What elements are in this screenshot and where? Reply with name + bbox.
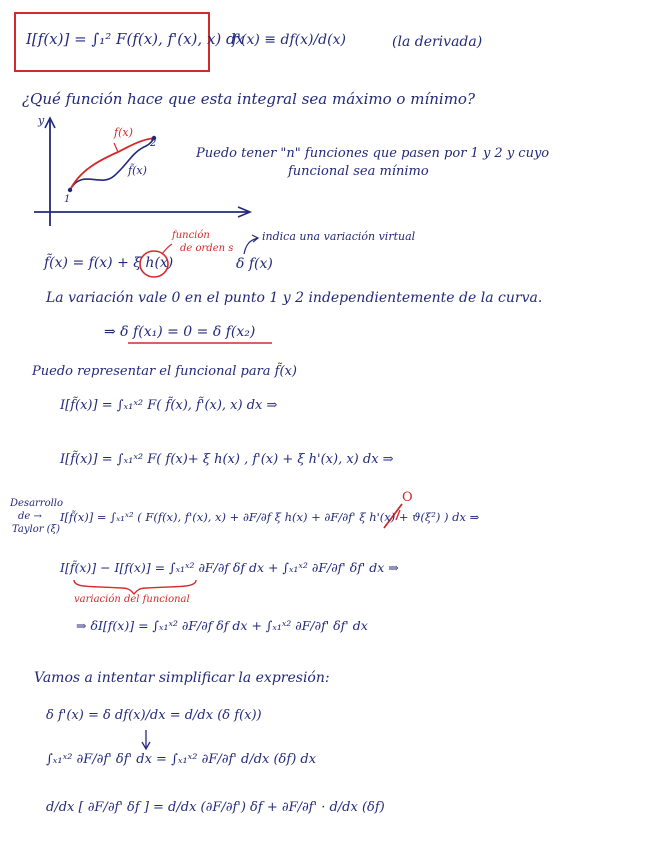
eq-line-5: ⇒ δI[f(x)] = ∫ₓ₁ˣ² ∂F/∂f δf dx + ∫ₓ₁ˣ² ∂F/∂f' δf' dx (76, 618, 368, 633)
derivative-note: (la derivada) (392, 34, 483, 50)
note-n-functions-line1: Puedo tener "n" funciones que pasen por 1 y 2 y cuyo (196, 146, 550, 161)
eq-line-3: I[f̃(x)] = ∫ₓ₁ˣ² ( F(f(x), f'(x), x) + ∂F/∂f ξ h(x) + ∂F/∂f' ξ h'(x) + ϑ(ξ²) ) dx ⇒ (60, 510, 480, 524)
graph-curve-ftilde-label: f̃(x) (128, 164, 147, 177)
graph-y-label: y (38, 114, 45, 127)
endpoint-text: La variación vale 0 en el punto 1 y 2 independientemente de la curva. (46, 290, 543, 306)
function-order-label-2: de orden s (180, 243, 234, 254)
endpoint-equation: ⇒ δ f(x₁) = 0 = δ f(x₂) (104, 324, 256, 340)
delta-f-label: δ f(x) (236, 256, 273, 272)
eq-line-2: I[f̃(x)] = ∫ₓ₁ˣ² F( f(x)+ ξ h(x) , f'(x) + ξ h'(x), x) dx ⇒ (60, 452, 394, 467)
variation-expression: f̃(x) = f(x) + ξ h(x) (44, 255, 174, 271)
final-line-3: d/dx [ ∂F/∂f' δf ] = d/dx (∂F/∂f') δf + ∂F/∂f' · d/dx (δf) (46, 800, 385, 815)
o-mark: O (402, 490, 413, 505)
eq-line-4: I[f̃(x)] − I[f(x)] = ∫ₓ₁ˣ² ∂F/∂f δf dx + ∫ₓ₁ˣ² ∂F/∂f' δf' dx ⇒ (60, 560, 399, 575)
taylor-label-2: de → (18, 511, 42, 522)
simplify-text: Vamos a intentar simplificar la expresión: (34, 670, 330, 686)
functional-definition: I[f(x)] = ∫₁² F(f(x), f'(x), x) dx (26, 30, 245, 48)
graph-point-2: 2 (150, 138, 157, 149)
variation-functional-label: variación del funcional (74, 594, 190, 605)
eq-line-1: I[f̃(x)] = ∫ₓ₁ˣ² F( f̃(x), f̃'(x), x) dx ⇒ (60, 398, 278, 413)
note-n-functions-line2: funcional sea mínimo (288, 164, 429, 179)
taylor-label-3: Taylor (ξ) (12, 524, 60, 535)
graph-point-1: 1 (64, 194, 71, 205)
function-order-label-1: función (172, 230, 210, 241)
final-line-1: δ f'(x) = δ df(x)/dx = d/dx (δ f(x)) (46, 708, 262, 723)
question-text: ¿Qué función hace que esta integral sea máximo o mínimo? (22, 90, 475, 108)
derivative-definition: f'(x) ≡ df(x)/d(x) (232, 32, 346, 48)
taylor-label-1: Desarrollo (10, 498, 64, 509)
virtual-variation-note: indica una variación virtual (262, 230, 416, 243)
final-line-2: ∫ₓ₁ˣ² ∂F/∂f' δf' dx = ∫ₓ₁ˣ² ∂F/∂f' d/dx (δf) dx (46, 752, 317, 767)
graph-curve-f-label: f(x) (114, 126, 133, 139)
represent-text: Puedo representar el funcional para f̃(x) (32, 364, 297, 379)
